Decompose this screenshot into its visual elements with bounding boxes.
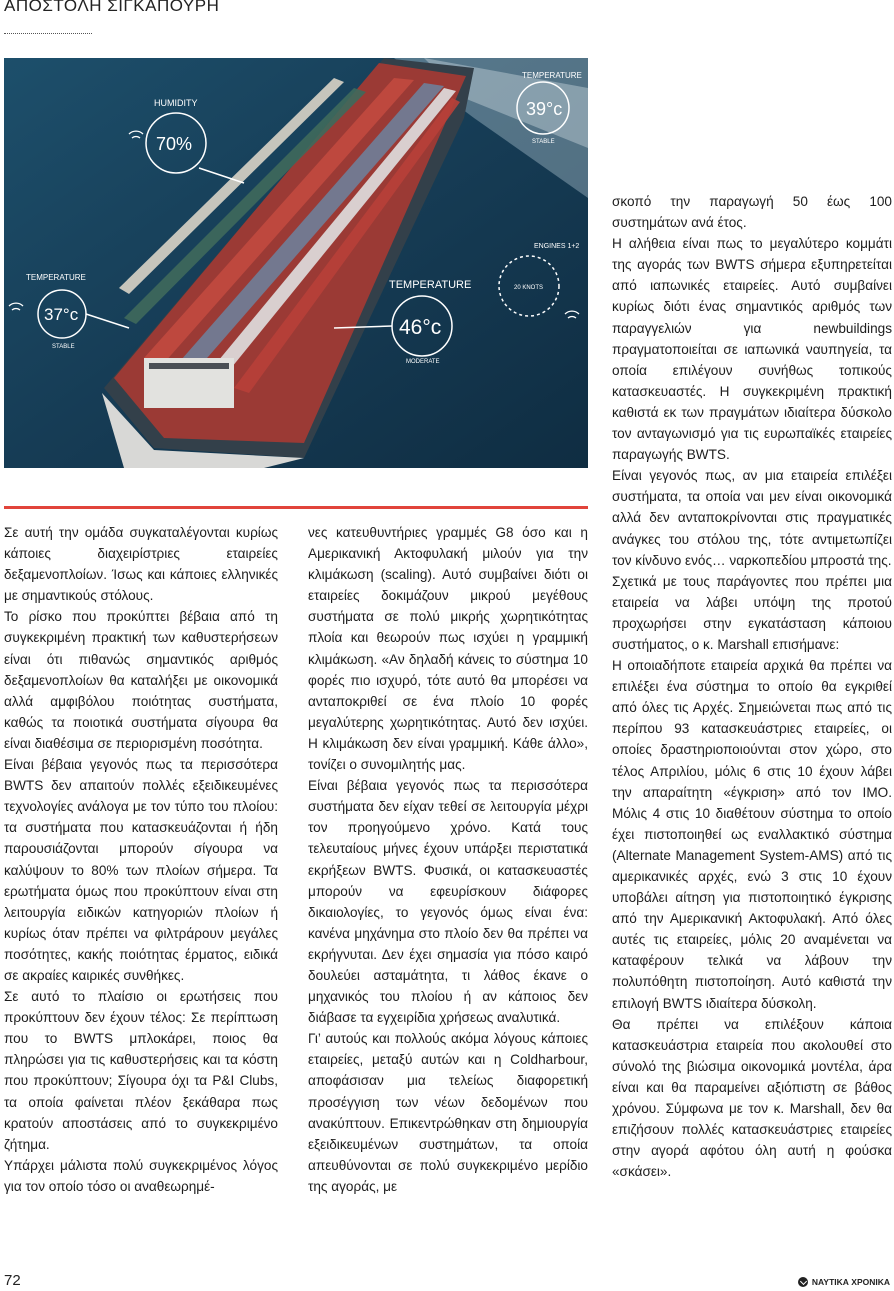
paragraph: Η αλήθεια είναι πως το μεγαλύτερο κομμάτι της αγοράς των BWTS σήμερα εξυπηρετείται από ιαπωνικές εταιρείες. Αυτό συμβαίνει κυρίως διότι ένας σημαντικός αριθμός των παραγγελιών για newbuildings πραγματοποιείται σε ιαπωνικά ναυπηγεία, τα οποία επιλέγουν συνήθως τοπικούς κατασκευαστές. Η συγκεκριμένη πρακτική καθιστά εκ των πραγμάτων ιδιαίτερα δύσκολο τον ανταγωνισμό για τις ευρωπαϊκές εταιρείες παραγωγής BWTS. bbox=[612, 236, 892, 463]
container-ship-photo bbox=[4, 58, 588, 468]
author-underline bbox=[4, 33, 92, 34]
publication-brand bbox=[798, 1277, 890, 1287]
brand-name: ΝΑΥΤΙΚΑ ΧΡΟΝΙΚΑ bbox=[811, 1277, 890, 1287]
article-column-2 bbox=[308, 522, 588, 1197]
paragraph: Το ρίσκο που προκύπτει βέβαια από τη συγκεκριμένη πρακτική των καθυστερήσεων είναι ότι πιθανώς σημαντικός αριθμός δεξαμενοπλοίων θα καταλήξει με οικονομικά αλλά αμφιβόλου ποιότητας συστήματα, καθώς τα ποιοτικά συστήματα σίγουρα θα είναι διαθέσιμα σε περιορισμένη ποσότητα. bbox=[4, 609, 278, 751]
temp-left-status: STABLE bbox=[52, 344, 75, 350]
engines-label: ENGINES 1+2 bbox=[534, 243, 580, 250]
paragraph: Είναι βέβαια γεγονός πως τα περισσότερα BWTS δεν απαιτούν πολλές εξειδικευμένες τεχνολογίες ανάλογα με τον τύπο του πλοίου: τα συστήματα που κατασκευάζονται ή ήδη παρουσιάζονται μπορούν σίγουρα να καλύψουν το 80% των πλοίων σήμερα. Τα ερωτήματα όμως που προκύπτουν είναι στη λειτουργία ειδικών κατηγοριών πλοίων ή κυρίως όταν πρέπει να φιλτράρουν μεγάλες ποσότητες, κακής ποιότητας έρματος, ειδικά σε ακραίες καιρικές συνθήκες. bbox=[4, 757, 278, 983]
temp-center-status: MODERATE bbox=[406, 359, 440, 365]
temp-center-value: 46°c bbox=[399, 316, 442, 339]
paragraph: Σε αυτή την ομάδα συγκαταλέγονται κυρίως κάποιες διαχειρίστριες εταιρείες δεξαμενοπλοίων. Ίσως και κάποιες ελληνικές με σημαντικούς στόλους. bbox=[4, 525, 278, 604]
paragraph: Η οποιαδήποτε εταιρεία αρχικά θα πρέπει να επιλέξει ένα σύστημα το οποίο θα εγκριθεί από όλες τις Αρχές. Σημειώνεται πως από τις περίπου 93 κατασκευάστριες εταιρείες, οι οποίες δραστηριοποιούνται στον χώρο, στο τέλος Απριλίου, μόλις 6 στις 10 έχουν λάβει την απαραίτητη «έγκριση» από τον IMO. Μόλις 4 στις 10 διαθέτουν σύστημα το οποίο έχει πιστοποιηθεί ως εναλλακτικό σύστημα (Alternate Management System-AMS) από τις αμερικανικές αρχές, ενώ 3 στις 10 έχουν υποβάλει αίτηση για πιστοποιητικό έγκρισης από την Αμερικανική Ακτοφυλακή. Από όλες αυτές τις εταιρείες, μόλις 20 αναμένεται να καταφέρουν τελικά να λάβουν την πολυπόθητη πιστοποίηση. Αυτό καθιστά την επιλογή BWTS ιδιαίτερα δύσκολη. bbox=[612, 658, 892, 1011]
paragraph: σκοπό την παραγωγή 50 έως 100 συστημάτων ανά έτος. bbox=[612, 194, 892, 231]
article-column-1 bbox=[4, 522, 278, 1197]
paragraph: Γι’ αυτούς και πολλούς ακόμα λόγους κάποιες εταιρείες, μεταξύ αυτών και η Coldharbour, αποφάσισαν μια τελείως διαφορετική προσέγγιση των νέων δεδομένων που ανακύπτουν. Επικεντρώθηκαν στη δημιουργία εξειδικευμένων συστημάτων, τα οποία απευθύνονται σε πολύ συγκεκριμένο μερίδιο της αγοράς, με bbox=[308, 1031, 588, 1194]
temp-top-right-status: STABLE bbox=[532, 139, 555, 145]
paragraph: Είναι βέβαια γεγονός πως τα περισσότερα συστήματα δεν είχαν τεθεί σε λειτουργία μέχρι τον προηγούμενο χρόνο. Κατά τους τελευταίους μήνες έχουν υπάρξει περιστατικά εκρήξεων BWTS. Φυσικά, οι κατασκευαστές μπορούν να εφευρίσκουν διάφορες δικαιολογίες, το γεγονός όμως είναι ένα: κανένα μηχάνημα στο πλοίο δεν θα πρέπει να εκρήγνυται. Δεν έχει σημασία για πόσο καιρό δουλεύει ασταμάτητα, τι λάθος έκανε ο μηχανικός του πλοίου ή αν κάποιος δεν διάβασε τα εγχειρίδια χρήσεως αναλυτικά. bbox=[308, 778, 588, 1026]
humidity-value: 70% bbox=[156, 134, 193, 154]
temp-top-right-label: TEMPERATURE bbox=[522, 71, 582, 80]
temp-left-label: TEMPERATURE bbox=[26, 273, 86, 282]
temp-top-right-value: 39°c bbox=[526, 99, 563, 119]
paragraph: Σε αυτό το πλαίσιο οι ερωτήσεις που προκύπτουν δεν έχουν τέλος: Σε περίπτωση που το BWTS μπλοκάρει, ποιος θα πληρώσει για τις καθυστερήσεις και τα κόστη που προκύπτουν; Σίγουρα όχι τα P&I Clubs, τα οποία φαίνεται πλέον ξεκάθαρα πως κρατούν αποστάσεις από το συγκεκριμένο ζήτημα. bbox=[4, 989, 278, 1152]
page-number: 72 bbox=[4, 1272, 21, 1289]
article-column-3 bbox=[612, 191, 892, 1182]
paragraph: νες κατευθυντήριες γραμμές G8 όσο και η Αμερικανική Ακτοφυλακή μιλούν για την κλιμάκωση (scaling). Αυτό συμβαίνει διότι οι εταιρείες δοκιμάζουν μικρού μεγέθους συστήματα σε πολύ μικρής χωρητικότητας πλοία και θεωρούν πως ισχύει η γραμμική κλιμάκωση. «Αν δηλαδή κάνεις το σύστημα 10 φορές πιο ισχυρό, τότε αυτό θα μπορέσει να ανταποκριθεί σε ένα πλοίο 10 φορές μεγαλύτερης χωρητικότητας. Αυτό δεν ισχύει. Η κλιμάκωση δεν είναι γραμμική. Κάθε άλλο», τονίζει ο συνομιλητής μας. bbox=[308, 525, 588, 773]
paragraph: Είναι γεγονός πως, αν μια εταιρεία επιλέξει συστήματα, τα οποία ναι μεν είναι οικονομικά αλλά δεν ανταποκρίνονται στις πραγματικές ανάγκες του στόλου της, τότε αντιμετωπίζει τον κίνδυνο ενός… ναρκοπεδίου μπροστά της. bbox=[612, 468, 892, 568]
humidity-label: HUMIDITY bbox=[154, 98, 198, 108]
author-name: ΑΠΟΣΤΟΛΗ ΣΙΓΚΑΠΟΥΡΗ bbox=[4, 0, 220, 15]
paragraph: Θα πρέπει να επιλέξουν κάποια κατασκευάστρια εταιρεία που ακολουθεί στο σύνολό της βιώσιμα οικονομικά μοντέλα, άρα είναι και θα παραμείνει αξιόπιστη σε βάθος χρόνου. Σύμφωνα με τον κ. Marshall, δεν θα επιζήσουν πολλές κατασκευάστριες εταιρείες στην αγορά αφότου όλη αυτή η φούσκα «σκάσει». bbox=[612, 1016, 892, 1180]
paragraph: Υπάρχει μάλιστα πολύ συγκεκριμένος λόγος για τον οποίο τόσο οι αναθεωρημέ- bbox=[4, 1157, 278, 1194]
paragraph: Σχετικά με τους παράγοντες που πρέπει μια εταιρεία να λάβει υπόψη της προτού προχωρήσει στην εγκατάσταση κάποιου συστήματος, ο κ. Marshall επισήμανε: bbox=[612, 573, 892, 652]
temp-left-value: 37°c bbox=[44, 305, 79, 324]
brand-logo-icon bbox=[798, 1277, 808, 1287]
engines-value: 20 KNOTS bbox=[514, 285, 544, 291]
temp-center-label: TEMPERATURE bbox=[389, 279, 472, 291]
section-divider bbox=[4, 506, 588, 509]
